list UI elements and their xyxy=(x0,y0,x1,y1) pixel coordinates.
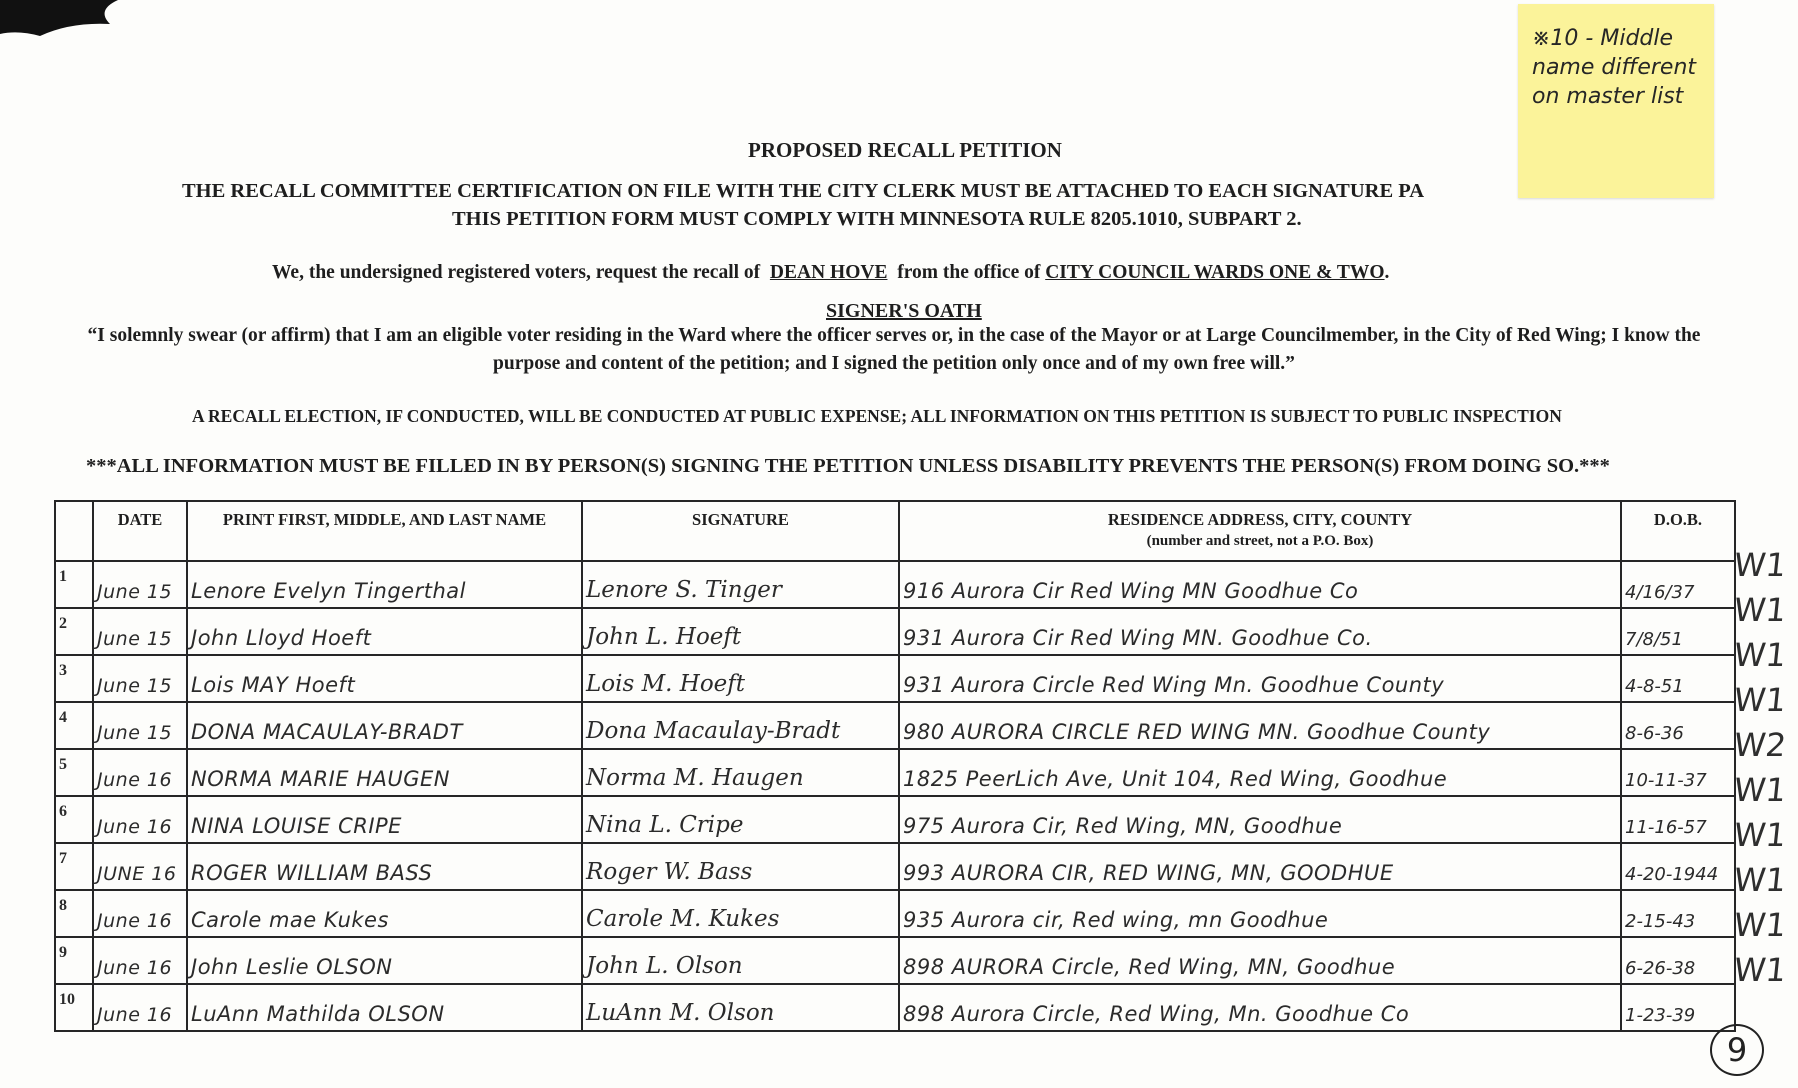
page-number: 9 xyxy=(1710,1024,1764,1076)
request-middle: from the office of xyxy=(897,262,1041,283)
certification-line-2: THIS PETITION FORM MUST COMPLY WITH MINNESOTA RULE 8205.1010, SUBPART 2. xyxy=(452,208,1302,230)
header-address-label: RESIDENCE ADDRESS, CITY, COUNTY xyxy=(1107,510,1413,529)
sticky-note xyxy=(1518,4,1714,198)
residence-address: 931 Aurora Cir Red Wing MN. Goodhue Co. xyxy=(899,608,1621,655)
signing-date: June 16 xyxy=(93,890,187,937)
table-row xyxy=(55,937,1735,984)
printed-name: DONA MACAULAY-BRADT xyxy=(187,702,582,749)
row-number: 1 xyxy=(55,561,93,608)
date-of-birth: 1-23-39 xyxy=(1621,984,1735,1031)
header-dob: D.O.B. xyxy=(1621,501,1735,561)
signature: Carole M. Kukes xyxy=(582,890,899,937)
ward-note: W1 xyxy=(1732,591,1788,629)
ward-note: W2 xyxy=(1732,726,1788,764)
date-of-birth: 10-11-37 xyxy=(1621,749,1735,796)
printed-name: Lois MAY Hoeft xyxy=(187,655,582,702)
row-number: 2 xyxy=(55,608,93,655)
row-number: 5 xyxy=(55,749,93,796)
date-of-birth: 6-26-38 xyxy=(1621,937,1735,984)
table-row xyxy=(55,655,1735,702)
printed-name: NORMA MARIE HAUGEN xyxy=(187,749,582,796)
date-of-birth: 4/16/37 xyxy=(1621,561,1735,608)
ward-note: W1 xyxy=(1732,861,1788,899)
printed-name: Lenore Evelyn Tingerthal xyxy=(187,561,582,608)
table-row xyxy=(55,843,1735,890)
header-number xyxy=(55,501,93,561)
printed-name: LuAnn Mathilda OLSON xyxy=(187,984,582,1031)
signature: Dona Macaulay-Bradt xyxy=(582,702,899,749)
date-of-birth: 8-6-36 xyxy=(1621,702,1735,749)
residence-address: 935 Aurora cir, Red wing, mn Goodhue xyxy=(899,890,1621,937)
table-row xyxy=(55,608,1735,655)
row-number: 10 xyxy=(55,984,93,1031)
residence-address: 898 AURORA Circle, Red Wing, MN, Goodhue xyxy=(899,937,1621,984)
header-address-note: (number and street, not a P.O. Box) xyxy=(1146,533,1374,549)
ward-note: W1 xyxy=(1732,681,1788,719)
row-number: 3 xyxy=(55,655,93,702)
table-row xyxy=(55,890,1735,937)
residence-address: 980 AURORA CIRCLE RED WING MN. Goodhue County xyxy=(899,702,1621,749)
disclaimer: ***ALL INFORMATION MUST BE FILLED IN BY PERSON(S) SIGNING THE PETITION UNLESS DISABILITY PREVENTS THE PERSON(S) FROM DOING SO.*** xyxy=(86,455,1610,477)
signature: Lois M. Hoeft xyxy=(582,655,899,702)
ward-note: W1 xyxy=(1732,816,1788,854)
residence-address: 916 Aurora Cir Red Wing MN Goodhue Co xyxy=(899,561,1621,608)
header-date: DATE xyxy=(93,501,187,561)
header-address xyxy=(899,501,1621,561)
date-of-birth: 4-20-1944 xyxy=(1621,843,1735,890)
ward-note: W1 xyxy=(1732,951,1788,989)
signature: Norma M. Haugen xyxy=(582,749,899,796)
office-name: CITY COUNCIL WARDS ONE & TWO xyxy=(1045,262,1385,283)
ward-note: W1 xyxy=(1732,546,1788,584)
request-prefix: We, the undersigned registered voters, request the recall of xyxy=(272,262,761,283)
table-header-row xyxy=(55,501,1735,561)
sticky-note-text: ※10 - Middle name different on master list xyxy=(1532,26,1697,109)
header-signature: SIGNATURE xyxy=(582,501,899,561)
signing-date: June 15 xyxy=(93,561,187,608)
table-row xyxy=(55,749,1735,796)
signing-date: June 15 xyxy=(93,655,187,702)
table-row xyxy=(55,702,1735,749)
header-name: PRINT FIRST, MIDDLE, AND LAST NAME xyxy=(187,501,582,561)
printed-name: John Lloyd Hoeft xyxy=(187,608,582,655)
punched-corner-mark xyxy=(0,0,130,40)
request-suffix: . xyxy=(1384,262,1390,283)
certification-line-1: THE RECALL COMMITTEE CERTIFICATION ON FILE WITH THE CITY CLERK MUST BE ATTACHED TO EACH SIGNATURE PA xyxy=(182,180,1425,202)
row-number: 9 xyxy=(55,937,93,984)
printed-name: ROGER WILLIAM BASS xyxy=(187,843,582,890)
date-of-birth: 2-15-43 xyxy=(1621,890,1735,937)
date-of-birth: 11-16-57 xyxy=(1621,796,1735,843)
row-number: 6 xyxy=(55,796,93,843)
printed-name: NINA LOUISE CRIPE xyxy=(187,796,582,843)
signature: Roger W. Bass xyxy=(582,843,899,890)
signature: LuAnn M. Olson xyxy=(582,984,899,1031)
signing-date: June 16 xyxy=(93,937,187,984)
signature: John L. Hoeft xyxy=(582,608,899,655)
row-number: 8 xyxy=(55,890,93,937)
row-number: 7 xyxy=(55,843,93,890)
row-number: 4 xyxy=(55,702,93,749)
signature: Lenore S. Tinger xyxy=(582,561,899,608)
signature-table xyxy=(54,500,1736,1032)
signing-date: June 15 xyxy=(93,702,187,749)
date-of-birth: 4-8-51 xyxy=(1621,655,1735,702)
signing-date: June 16 xyxy=(93,984,187,1031)
table-row xyxy=(55,796,1735,843)
ward-note: W1 xyxy=(1732,771,1788,809)
signing-date: JUNE 16 xyxy=(93,843,187,890)
table-row xyxy=(55,561,1735,608)
residence-address: 993 AURORA CIR, RED WING, MN, GOODHUE xyxy=(899,843,1621,890)
signing-date: June 16 xyxy=(93,749,187,796)
signature: Nina L. Cripe xyxy=(582,796,899,843)
ward-note: W1 xyxy=(1732,906,1788,944)
ward-note: W1 xyxy=(1732,636,1788,674)
printed-name: Carole mae Kukes xyxy=(187,890,582,937)
recall-request xyxy=(272,262,1389,284)
oath-text: “I solemnly swear (or affirm) that I am an eligible voter residing in the Ward where the officer serves or, in the case of the Mayor or at Large Councilmember, in the City of Red Wing; I know the purpose and content of the petition; and I signed the petition only once and of my own free will.” xyxy=(87,325,1701,374)
signing-date: June 15 xyxy=(93,608,187,655)
residence-address: 931 Aurora Circle Red Wing Mn. Goodhue County xyxy=(899,655,1621,702)
printed-name: John Leslie OLSON xyxy=(187,937,582,984)
petition-title: PROPOSED RECALL PETITION xyxy=(748,138,1062,162)
official-name: DEAN HOVE xyxy=(769,262,888,283)
residence-address: 898 Aurora Circle, Red Wing, Mn. Goodhue Co xyxy=(899,984,1621,1031)
residence-address: 1825 PeerLich Ave, Unit 104, Red Wing, Goodhue xyxy=(899,749,1621,796)
residence-address: 975 Aurora Cir, Red Wing, MN, Goodhue xyxy=(899,796,1621,843)
oath-title: SIGNER'S OATH xyxy=(826,300,982,322)
public-expense-notice: A RECALL ELECTION, IF CONDUCTED, WILL BE CONDUCTED AT PUBLIC EXPENSE; ALL INFORMATION ON THIS PETITION IS SUBJECT TO PUBLIC INSPECTION xyxy=(192,406,1562,426)
date-of-birth: 7/8/51 xyxy=(1621,608,1735,655)
signature: John L. Olson xyxy=(582,937,899,984)
table-row xyxy=(55,984,1735,1031)
signing-date: June 16 xyxy=(93,796,187,843)
